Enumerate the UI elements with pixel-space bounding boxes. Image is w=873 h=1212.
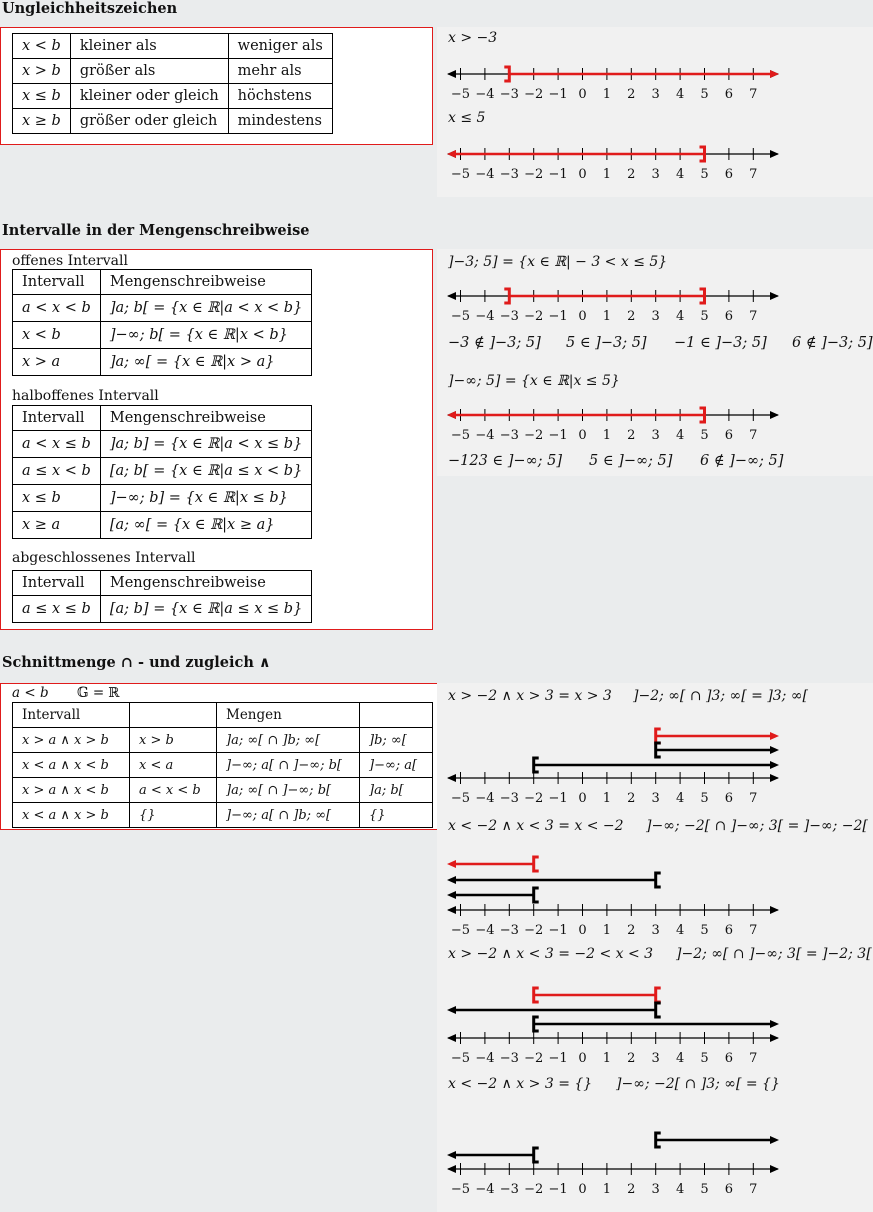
tick-label: −3: [499, 87, 519, 102]
tick-label: −4: [475, 1182, 495, 1197]
tick-label: 5: [700, 167, 709, 182]
tick-label: −5: [450, 309, 471, 324]
number-line: [440, 1120, 790, 1200]
tick-label: −5: [450, 87, 471, 102]
table-row: [13, 34, 333, 59]
example-label: ]−∞; 5] = {x ∈ ℝ|x ≤ 5}: [448, 373, 620, 389]
table-row: [13, 322, 312, 349]
interval-cell: x > a: [13, 349, 101, 376]
tick-label: 1: [602, 309, 612, 324]
symbol-cell: x ≥ b: [13, 109, 71, 134]
interval-bracket: [656, 988, 661, 1002]
meaning-alt-cell: weniger als: [228, 34, 332, 59]
tick-label: −4: [475, 923, 495, 938]
set-cell: ]a; b[ = {x ∈ ℝ|a < x < b}: [100, 295, 311, 322]
arrow-right-icon: [770, 292, 779, 300]
arrow-left-icon: [447, 150, 456, 158]
condition-cell: x > a ∧ x > b: [13, 728, 130, 753]
tick-label: 7: [749, 1182, 758, 1197]
tick-label: −4: [475, 87, 495, 102]
table-row: [13, 349, 312, 376]
table-row: [13, 803, 433, 828]
schnitt-table: [12, 702, 433, 828]
header-cell: [360, 703, 433, 728]
arrow-right-icon: [770, 1136, 779, 1144]
tick-label: −3: [499, 309, 519, 324]
tick-label: 5: [700, 87, 709, 102]
tick-label: −1: [548, 923, 568, 938]
tick-label: −2: [524, 1051, 544, 1066]
example-label: x ≤ 5: [448, 110, 486, 126]
arrow-left-icon: [447, 411, 456, 419]
interval-cell: x ≥ a: [13, 512, 101, 539]
table-row: [13, 753, 433, 778]
membership-statement: 5 ∈ ]−3; 5]: [566, 335, 647, 351]
tick-label: −1: [548, 791, 568, 806]
membership-statement: 5 ∈ ]−∞; 5]: [589, 453, 673, 469]
tick-label: −3: [499, 1182, 519, 1197]
meaning-alt-cell: mehr als: [228, 59, 332, 84]
tick-label: 7: [749, 923, 758, 938]
tick-label: 7: [749, 309, 758, 324]
symbol-cell: x < b: [13, 34, 71, 59]
meaning-cell: kleiner als: [70, 34, 228, 59]
table-row: [13, 458, 312, 485]
tick-label: 2: [627, 1051, 636, 1066]
membership-statement: 6 ∉ ]−3; 5]: [792, 335, 873, 351]
tick-label: 0: [578, 87, 587, 102]
set-cell: ]−∞; b] = {x ∈ ℝ|x ≤ b}: [100, 485, 311, 512]
tick-label: 0: [578, 167, 587, 182]
tick-label: 6: [724, 167, 734, 182]
set-cell: [a; ∞[ = {x ∈ ℝ|x ≥ a}: [100, 512, 311, 539]
interval-bracket: [534, 1148, 539, 1162]
arrow-left-icon: [447, 292, 456, 300]
result-cell: x > b: [130, 728, 217, 753]
meaning-alt-cell: höchstens: [228, 84, 332, 109]
condition-label: a < b: [12, 685, 49, 701]
meaning-alt-cell: mindestens: [228, 109, 332, 134]
table-header-row: [13, 703, 433, 728]
tick-label: 1: [602, 87, 612, 102]
number-line: [440, 60, 790, 108]
header-cell: Intervall: [13, 406, 101, 431]
group-title: halboffenes Intervall: [12, 388, 159, 404]
tick-label: −5: [450, 923, 471, 938]
tick-label: −4: [475, 167, 495, 182]
tick-label: −2: [524, 923, 544, 938]
meaning-cell: größer oder gleich: [70, 109, 228, 134]
tick-label: −2: [524, 87, 544, 102]
section-title-intervalle: Intervalle in der Mengenschreibweise: [2, 222, 310, 239]
header-cell: Intervall: [13, 270, 101, 295]
arrow-right-icon: [770, 774, 779, 782]
interval-bracket: [656, 1003, 661, 1017]
tick-label: −2: [524, 167, 544, 182]
tick-label: 4: [675, 923, 685, 938]
tick-label: 1: [602, 923, 612, 938]
tick-label: 3: [651, 167, 660, 182]
arrow-right-icon: [770, 761, 779, 769]
tick-label: 3: [651, 87, 660, 102]
tick-label: −2: [524, 309, 544, 324]
tick-label: 6: [724, 1051, 734, 1066]
condition-cell: x < a ∧ x < b: [13, 753, 130, 778]
tick-label: −3: [499, 428, 519, 443]
table-row: [13, 84, 333, 109]
table-header-row: [13, 571, 312, 596]
sets-cell: ]a; ∞[ ∩ ]b; ∞[: [217, 728, 360, 753]
tick-label: −3: [499, 167, 519, 182]
arrow-right-icon: [770, 411, 779, 419]
tick-label: −1: [548, 1051, 568, 1066]
result-cell: x < a: [130, 753, 217, 778]
tick-label: 3: [651, 791, 660, 806]
interval-table-halboffen: [12, 405, 312, 539]
set-result-cell: ]a; b[: [360, 778, 433, 803]
tick-label: 2: [627, 1182, 636, 1197]
tick-label: −1: [548, 1182, 568, 1197]
tick-label: 7: [749, 428, 758, 443]
set-cell: [a; b] = {x ∈ ℝ|a ≤ x ≤ b}: [100, 596, 311, 623]
interval-table-geschlossen: [12, 570, 312, 623]
tick-label: −5: [450, 1051, 471, 1066]
tick-label: 4: [675, 1051, 685, 1066]
example-label: x > −3: [448, 30, 498, 46]
intersection-equation: x < −2 ∧ x < 3 = x < −2: [448, 818, 624, 834]
tick-label: 3: [651, 1182, 660, 1197]
tick-label: −3: [499, 791, 519, 806]
tick-label: −3: [499, 923, 519, 938]
set-result-cell: ]−∞; a[: [360, 753, 433, 778]
set-result-cell: {}: [360, 803, 433, 828]
tick-label: 6: [724, 791, 734, 806]
sets-cell: ]−∞; a[ ∩ ]−∞; b[: [217, 753, 360, 778]
tick-label: 6: [724, 923, 734, 938]
arrow-left-icon: [447, 906, 456, 914]
tick-label: −4: [475, 1051, 495, 1066]
arrow-left-icon: [447, 891, 456, 899]
tick-label: 6: [724, 428, 734, 443]
result-cell: {}: [130, 803, 217, 828]
tick-label: −4: [475, 309, 495, 324]
table-row: [13, 295, 312, 322]
arrow-right-icon: [770, 1020, 779, 1028]
tick-label: 7: [749, 87, 758, 102]
tick-label: −1: [548, 428, 568, 443]
tick-label: 6: [724, 1182, 734, 1197]
arrow-right-icon: [770, 1165, 779, 1173]
table-row: [13, 596, 312, 623]
tick-label: 1: [602, 167, 612, 182]
table-row: [13, 59, 333, 84]
tick-label: 4: [675, 1182, 685, 1197]
tick-label: 2: [627, 309, 636, 324]
intersection-equation: x < −2 ∧ x > 3 = {}: [448, 1076, 593, 1092]
interval-cell: x ≤ b: [13, 485, 101, 512]
schnitt-box: [0, 683, 440, 830]
interval-cell: a < x ≤ b: [13, 431, 101, 458]
arrow-right-icon: [770, 746, 779, 754]
tick-label: −2: [524, 1182, 544, 1197]
arrow-right-icon: [770, 732, 779, 740]
arrow-left-icon: [447, 1151, 456, 1159]
interval-cell: x < b: [13, 322, 101, 349]
set-cell: ]a; ∞[ = {x ∈ ℝ|x > a}: [100, 349, 311, 376]
number-line: [440, 718, 790, 808]
header-cell: Mengenschreibweise: [100, 571, 311, 596]
ungleichheit-box: [0, 27, 433, 145]
tick-label: 4: [675, 167, 685, 182]
domain-label: 𝔾 = ℝ: [77, 685, 120, 701]
tick-label: 5: [700, 791, 709, 806]
tick-label: 5: [700, 1051, 709, 1066]
symbol-cell: x > b: [13, 59, 71, 84]
header-cell: Mengen: [217, 703, 360, 728]
tick-label: 2: [627, 791, 636, 806]
tick-label: 1: [602, 1182, 612, 1197]
tick-label: 1: [602, 791, 612, 806]
example-label: ]−3; 5] = {x ∈ ℝ| − 3 < x ≤ 5}: [448, 254, 668, 270]
tick-label: 7: [749, 167, 758, 182]
tick-label: 5: [700, 923, 709, 938]
set-result-cell: ]b; ∞[: [360, 728, 433, 753]
meaning-cell: größer als: [70, 59, 228, 84]
arrow-left-icon: [447, 860, 456, 868]
intersection-equation: x > −2 ∧ x > 3 = x > 3: [448, 688, 612, 704]
header-cell: [130, 703, 217, 728]
table-row: [13, 512, 312, 539]
tick-label: −1: [548, 309, 568, 324]
tick-label: 1: [602, 428, 612, 443]
tick-label: 2: [627, 428, 636, 443]
tick-label: 4: [675, 791, 685, 806]
section-title-schnitt: Schnittmenge ∩ - und zugleich ∧: [2, 654, 271, 671]
tick-label: −1: [548, 87, 568, 102]
tick-label: 0: [578, 1051, 587, 1066]
tick-label: 0: [578, 428, 587, 443]
tick-label: 3: [651, 923, 660, 938]
header-cell: Intervall: [13, 571, 101, 596]
interval-bracket: [534, 888, 539, 902]
tick-label: 0: [578, 1182, 587, 1197]
table-header-row: [13, 406, 312, 431]
tick-label: 4: [675, 428, 685, 443]
arrow-left-icon: [447, 876, 456, 884]
number-line: [440, 401, 790, 449]
result-cell: a < x < b: [130, 778, 217, 803]
arrow-left-icon: [447, 1034, 456, 1042]
intersection-sets: ]−2; ∞[ ∩ ]−∞; 3[ = ]−2; 3[: [676, 946, 872, 962]
header-cell: Mengenschreibweise: [100, 406, 311, 431]
membership-statement: −1 ∈ ]−3; 5]: [674, 335, 767, 351]
tick-label: 5: [700, 1182, 709, 1197]
intersection-sets: ]−∞; −2[ ∩ ]3; ∞[ = {}: [616, 1076, 780, 1092]
table-row: [13, 431, 312, 458]
number-line: [440, 140, 790, 188]
meaning-cell: kleiner oder gleich: [70, 84, 228, 109]
arrow-left-icon: [447, 70, 456, 78]
tick-label: 4: [675, 309, 685, 324]
table-row: [13, 778, 433, 803]
tick-label: 0: [578, 791, 587, 806]
tick-label: 7: [749, 791, 758, 806]
tick-label: −5: [450, 167, 471, 182]
intersection-sets: ]−2; ∞[ ∩ ]3; ∞[ = ]3; ∞[: [633, 688, 808, 704]
membership-statement: −123 ∈ ]−∞; 5]: [448, 453, 563, 469]
set-cell: ]a; b] = {x ∈ ℝ|a < x ≤ b}: [100, 431, 311, 458]
tick-label: −5: [450, 791, 471, 806]
table-row: [13, 485, 312, 512]
tick-label: −4: [475, 428, 495, 443]
tick-label: 2: [627, 87, 636, 102]
arrow-right-icon: [770, 906, 779, 914]
tick-label: 3: [651, 428, 660, 443]
arrow-left-icon: [447, 1165, 456, 1173]
membership-statement: −3 ∉ ]−3; 5]: [448, 335, 541, 351]
sets-cell: ]−∞; a[ ∩ ]b; ∞[: [217, 803, 360, 828]
tick-label: 7: [749, 1051, 758, 1066]
tick-label: −2: [524, 791, 544, 806]
tick-label: 5: [700, 428, 709, 443]
tick-label: −5: [450, 1182, 471, 1197]
arrow-right-icon: [770, 150, 779, 158]
arrow-left-icon: [447, 774, 456, 782]
tick-label: 0: [578, 309, 587, 324]
tick-label: 5: [700, 309, 709, 324]
interval-bracket: [534, 857, 539, 871]
arrow-right-icon: [770, 1034, 779, 1042]
tick-label: −5: [450, 428, 471, 443]
tick-label: −3: [499, 1051, 519, 1066]
ungleichheit-table: [12, 33, 333, 134]
interval-cell: a < x < b: [13, 295, 101, 322]
tick-label: 2: [627, 167, 636, 182]
intersection-sets: ]−∞; −2[ ∩ ]−∞; 3[ = ]−∞; −2[: [646, 818, 868, 834]
intersection-equation: x > −2 ∧ x < 3 = −2 < x < 3: [448, 946, 654, 962]
tick-label: 2: [627, 923, 636, 938]
set-cell: ]−∞; b[ = {x ∈ ℝ|x < b}: [100, 322, 311, 349]
tick-label: −2: [524, 428, 544, 443]
tick-label: 6: [724, 309, 734, 324]
number-line: [440, 282, 790, 330]
section-title-ungleichheit: Ungleichheitszeichen: [2, 0, 178, 17]
table-row: [13, 109, 333, 134]
tick-label: 3: [651, 1051, 660, 1066]
membership-statement: 6 ∉ ]−∞; 5]: [700, 453, 784, 469]
interval-cell: a ≤ x < b: [13, 458, 101, 485]
tick-label: −1: [548, 167, 568, 182]
header-cell: Intervall: [13, 703, 130, 728]
tick-label: 1: [602, 1051, 612, 1066]
interval-bracket: [656, 873, 661, 887]
sets-cell: ]a; ∞[ ∩ ]−∞; b[: [217, 778, 360, 803]
condition-cell: x < a ∧ x > b: [13, 803, 130, 828]
tick-label: 6: [724, 87, 734, 102]
table-header-row: [13, 270, 312, 295]
symbol-cell: x ≤ b: [13, 84, 71, 109]
table-row: [13, 728, 433, 753]
set-cell: [a; b[ = {x ∈ ℝ|a ≤ x < b}: [100, 458, 311, 485]
tick-label: −4: [475, 791, 495, 806]
group-title: abgeschlossenes Intervall: [12, 550, 196, 566]
header-cell: Mengenschreibweise: [100, 270, 311, 295]
interval-table-offen: [12, 269, 312, 376]
arrow-left-icon: [447, 1006, 456, 1014]
number-line: [440, 848, 790, 938]
group-title: offenes Intervall: [12, 253, 128, 269]
tick-label: 4: [675, 87, 685, 102]
tick-label: 0: [578, 923, 587, 938]
tick-label: 3: [651, 309, 660, 324]
intervalle-box: [0, 249, 433, 630]
condition-cell: x > a ∧ x < b: [13, 778, 130, 803]
arrow-right-icon: [770, 70, 779, 78]
interval-cell: a ≤ x ≤ b: [13, 596, 101, 623]
number-line: [440, 978, 790, 1068]
